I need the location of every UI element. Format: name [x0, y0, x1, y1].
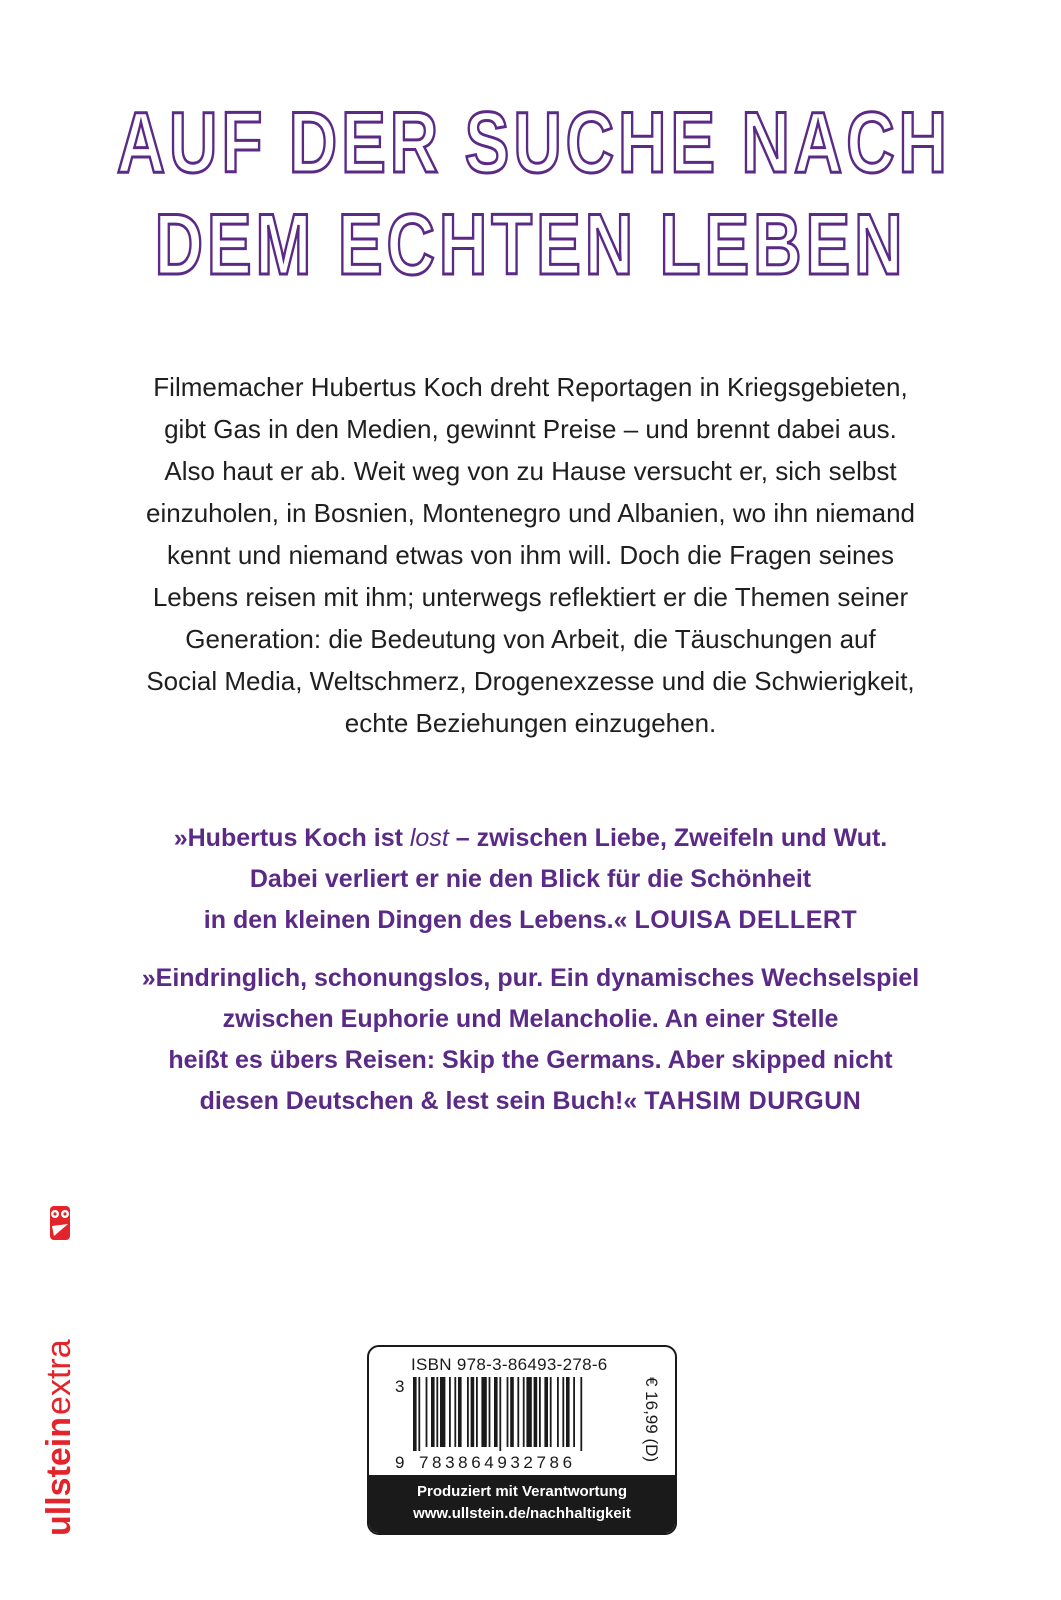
- barcode-bar: [534, 1377, 538, 1447]
- quote-text: – zwischen Liebe, Zweifeln und Wut.: [448, 824, 888, 852]
- barcode-bar: [476, 1377, 478, 1447]
- quote-line: [60, 900, 1001, 941]
- quote-line: [60, 818, 1001, 859]
- blurb-line: kennt und niemand etwas von ihm will. Doch die Fragen seines: [167, 540, 894, 570]
- barcode-bar: [458, 1377, 462, 1447]
- quote-author: TAHSIM DURGUN: [644, 1087, 862, 1115]
- headline-line-1: AUF DER SUCHE NACH: [116, 95, 951, 191]
- blurb-line: echte Beziehungen einzugehen.: [344, 708, 717, 738]
- barcode-bar: [426, 1377, 428, 1447]
- barcode-bar: [573, 1377, 575, 1447]
- quote-line: »Eindringlich, schonungslos, pur. Ein dynamisches Wechselspiel: [141, 964, 920, 992]
- book-blurb: [100, 366, 961, 744]
- owl-icon: [50, 1206, 70, 1240]
- back-cover-headline: [0, 92, 1061, 296]
- quote-author: LOUISA DELLERT: [634, 906, 858, 934]
- barcode-bar: [517, 1377, 519, 1447]
- barcode-bar: [489, 1377, 491, 1447]
- barcode-bar: [580, 1377, 582, 1451]
- blurb-line: Lebens reisen mit ihm; unterwegs reflektiert er die Themen seiner: [152, 582, 909, 612]
- barcode-bar: [550, 1377, 552, 1447]
- barcode-bar: [431, 1377, 435, 1447]
- blurb-line: Also haut er ab. Weit weg von zu Hause versucht er, sich selbst: [164, 456, 897, 486]
- price-label: € 16,99 (D): [642, 1377, 661, 1463]
- barcode-bar: [418, 1377, 420, 1451]
- review-quote-durgun: [60, 958, 1001, 1122]
- barcode-bar: [499, 1377, 501, 1451]
- barcode-bar: [436, 1377, 438, 1447]
- quote-line: heißt es übers Reisen: Skip the Germans. Aber skipped nicht: [168, 1046, 893, 1074]
- barcode-bar: [440, 1377, 445, 1447]
- ullstein-extra-logo: [40, 1200, 80, 1540]
- barcode-bar: [539, 1377, 541, 1447]
- barcode-box: [367, 1345, 677, 1535]
- blurb-line: Filmemacher Hubertus Koch dreht Reportagen in Kriegsgebieten,: [153, 372, 908, 402]
- blurb-line: einzuholen, in Bosnien, Montenegro und Albanien, wo ihn niemand: [146, 498, 915, 528]
- quote-text: in den kleinen Dingen des Lebens.«: [203, 906, 628, 934]
- quote-line: [60, 1081, 1001, 1122]
- barcode-bar: [566, 1377, 570, 1447]
- review-quote-dellert: [60, 818, 1001, 941]
- barcode-bar: [413, 1377, 417, 1451]
- barcode-bar: [471, 1377, 475, 1447]
- sustainability-banner: [369, 1475, 675, 1533]
- blurb-line: Generation: die Bedeutung von Arbeit, die Täuschungen auf: [185, 624, 876, 654]
- barcode-digits: 783864932786: [419, 1453, 576, 1472]
- sustainability-link: www.ullstein.de/nachhaltigkeit: [413, 1505, 631, 1522]
- barcode-bar: [526, 1377, 531, 1447]
- barcode-bar: [562, 1377, 564, 1447]
- quote-text: diesen Deutschen & lest sein Buch!«: [199, 1087, 638, 1115]
- barcode-bar: [557, 1377, 559, 1447]
- quote-line: zwischen Euphorie und Melancholie. An einer Stelle: [222, 1005, 839, 1033]
- logo-extra: extra: [40, 1339, 78, 1415]
- quote-text: »Hubertus Koch ist: [173, 824, 410, 852]
- barcode-bar: [510, 1377, 514, 1447]
- barcode-bar: [449, 1377, 451, 1447]
- barcode-bar: [481, 1377, 486, 1447]
- headline-line-2: DEM ECHTEN LEBEN: [154, 197, 907, 293]
- barcode-bar: [494, 1377, 498, 1447]
- quote-line: Dabei verliert er nie den Blick für die Schönheit: [249, 865, 812, 893]
- barcode-first-digit: 9: [395, 1453, 405, 1472]
- barcode-bar: [454, 1377, 456, 1447]
- barcode-bar: [467, 1377, 469, 1447]
- logo-ullstein: ullstein: [40, 1416, 78, 1536]
- barcode-lead-digit: 3: [395, 1377, 405, 1396]
- barcode-bar: [523, 1377, 525, 1447]
- blurb-line: gibt Gas in den Medien, gewinnt Preise – und brennt dabei aus.: [164, 414, 897, 444]
- quote-italic-word: lost: [409, 824, 449, 852]
- sustainability-line-1: Produziert mit Verantwortung: [416, 1483, 627, 1500]
- barcode-bar: [544, 1377, 548, 1447]
- barcode-bar: [507, 1377, 509, 1447]
- logo-wordmark: [40, 1339, 78, 1536]
- blurb-line: Social Media, Weltschmerz, Drogenexzesse und die Schwierigkeit,: [146, 666, 915, 696]
- isbn-text: ISBN 978-3-86493-278-6: [411, 1355, 608, 1374]
- barcode-bars: [413, 1377, 631, 1451]
- publisher-logo-icon: [40, 1200, 80, 1540]
